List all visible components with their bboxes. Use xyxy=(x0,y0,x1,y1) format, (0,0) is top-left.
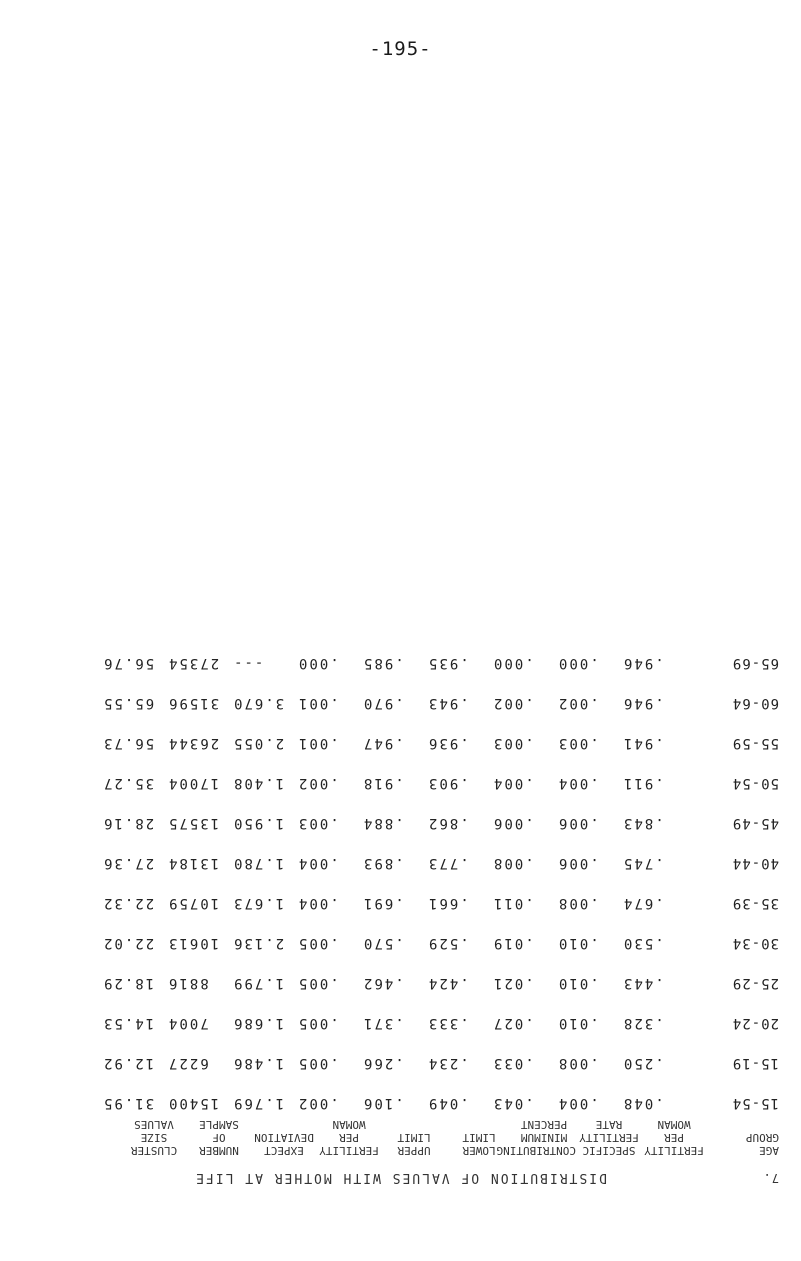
table-cell: .947 xyxy=(362,735,404,751)
row-label: 20-24 xyxy=(731,1015,779,1031)
table-cell: .985 xyxy=(362,655,404,671)
table-cell: .008 xyxy=(557,895,599,911)
table-cell: .443 xyxy=(622,975,664,991)
table-cell: 1.486 xyxy=(232,1055,285,1071)
table-cell: .002 xyxy=(492,695,534,711)
column-header xyxy=(496,1118,576,1157)
table-cell: .773 xyxy=(427,855,469,871)
table-cell: 7004 xyxy=(167,1015,209,1031)
table-cell: .266 xyxy=(362,1055,404,1071)
column-header xyxy=(382,1131,446,1157)
table-cell: .661 xyxy=(427,895,469,911)
table-cell: 3.670 xyxy=(232,695,285,711)
table-number: 7. xyxy=(762,1171,779,1185)
table-cell: 2.136 xyxy=(232,935,285,951)
table-cell: .424 xyxy=(427,975,469,991)
table-cell: .000 xyxy=(297,655,339,671)
table-cell: .005 xyxy=(297,1055,339,1071)
table-cell: .006 xyxy=(557,855,599,871)
row-label: 45-49 xyxy=(731,815,779,831)
table-cell: .011 xyxy=(492,895,534,911)
table-cell: .043 xyxy=(492,1095,534,1111)
table-cell: .918 xyxy=(362,775,404,791)
table-cell: .004 xyxy=(492,775,534,791)
table-cell: .004 xyxy=(557,1095,599,1111)
column-header-line: SPECIFIC xyxy=(582,1144,636,1157)
table-cell: 10759 xyxy=(167,895,220,911)
table-cell: 56.76 xyxy=(102,655,155,671)
column-header-line: NUMBER xyxy=(199,1144,239,1157)
table-cell: .004 xyxy=(297,855,339,871)
page-number: -195- xyxy=(369,38,432,60)
table-cell: 26344 xyxy=(167,735,220,751)
column-header-line: PER xyxy=(664,1131,684,1144)
table-cell: .008 xyxy=(492,855,534,871)
table-cell: .371 xyxy=(362,1015,404,1031)
column-header xyxy=(447,1131,511,1157)
column-header-line: PER xyxy=(339,1131,359,1144)
row-label: 30-34 xyxy=(731,935,779,951)
table-cell: .529 xyxy=(427,935,469,951)
table-cell: .691 xyxy=(362,895,404,911)
table-cell: .106 xyxy=(362,1095,404,1111)
table-cell: 2.055 xyxy=(232,735,285,751)
column-header-line: CLUSTER xyxy=(130,1144,178,1157)
column-header-line: DEVIATION xyxy=(254,1131,314,1144)
table-cell: 27354 xyxy=(167,655,220,671)
table-cell: 1.673 xyxy=(232,895,285,911)
column-header xyxy=(642,1118,706,1157)
column-header-line: CONTRIBUTING xyxy=(496,1144,576,1157)
table-cell: .003 xyxy=(557,735,599,751)
row-header xyxy=(707,1131,779,1157)
table-cell: --- xyxy=(232,655,264,671)
table-cell: .001 xyxy=(297,735,339,751)
row-label: 50-54 xyxy=(731,775,779,791)
table-cell: 8816 xyxy=(167,975,209,991)
column-header-line: WOMAN xyxy=(657,1118,691,1131)
table-cell: .006 xyxy=(492,815,534,831)
table-cell: .000 xyxy=(492,655,534,671)
table-cell: .946 xyxy=(622,695,664,711)
table-cell: .002 xyxy=(297,775,339,791)
row-label: 60-64 xyxy=(731,695,779,711)
table-cell: .674 xyxy=(622,895,664,911)
table-cell: .946 xyxy=(622,655,664,671)
table-cell: .005 xyxy=(297,935,339,951)
column-header-line: FERTILITY xyxy=(644,1144,704,1157)
table-cell: .462 xyxy=(362,975,404,991)
column-header-line: SAMPLE xyxy=(199,1118,239,1131)
column-header-line: RATE xyxy=(595,1118,623,1131)
table-cell: .843 xyxy=(622,815,664,831)
table-cell: .911 xyxy=(622,775,664,791)
column-header-line: MINIMUM xyxy=(520,1131,568,1144)
column-header xyxy=(122,1118,186,1157)
table-title: DISTRIBUTION OF VALUES WITH MOTHER AT LIFE xyxy=(194,1170,607,1185)
table-cell: 22.02 xyxy=(102,935,155,951)
table-cell: .003 xyxy=(297,815,339,831)
column-header-line: LOWER xyxy=(462,1144,496,1157)
column-header xyxy=(252,1131,316,1157)
column-header-line: VALUES xyxy=(134,1118,174,1131)
table-cell: 27.36 xyxy=(102,855,155,871)
column-header-line: PERCENT xyxy=(520,1118,568,1131)
table-cell: .005 xyxy=(297,975,339,991)
table-cell: .234 xyxy=(427,1055,469,1071)
row-label: 15-54 xyxy=(731,1095,779,1111)
table-cell: .884 xyxy=(362,815,404,831)
column-header xyxy=(317,1118,381,1157)
table-cell: .893 xyxy=(362,855,404,871)
table-cell: 1.799 xyxy=(232,975,285,991)
row-label: 65-69 xyxy=(731,655,779,671)
table-cell: 13184 xyxy=(167,855,220,871)
table-cell: .008 xyxy=(557,1055,599,1071)
table-cell: 17004 xyxy=(167,775,220,791)
column-header-line: EXPECT xyxy=(264,1144,304,1157)
table-cell: .027 xyxy=(492,1015,534,1031)
table-cell: .010 xyxy=(557,935,599,951)
table-cell: 6227 xyxy=(167,1055,209,1071)
table-cell: 31596 xyxy=(167,695,220,711)
table-cell: .530 xyxy=(622,935,664,951)
table-cell: 13575 xyxy=(167,815,220,831)
row-label: 55-59 xyxy=(731,735,779,751)
table-cell: 1.408 xyxy=(232,775,285,791)
column-header-line: FERTILITY xyxy=(579,1131,639,1144)
column-header-line: LIMIT xyxy=(397,1131,431,1144)
table-cell: .328 xyxy=(622,1015,664,1031)
table-cell: 15400 xyxy=(167,1095,220,1111)
table-cell: .943 xyxy=(427,695,469,711)
table-cell: .001 xyxy=(297,695,339,711)
table-cell: .862 xyxy=(427,815,469,831)
table-cell: .004 xyxy=(297,895,339,911)
table-cell: 56.73 xyxy=(102,735,155,751)
table-cell: .021 xyxy=(492,975,534,991)
table-cell: 22.32 xyxy=(102,895,155,911)
table-cell: 35.27 xyxy=(102,775,155,791)
row-header-line: AGE xyxy=(759,1144,779,1157)
row-label: 15-19 xyxy=(731,1055,779,1071)
table-cell: 1.686 xyxy=(232,1015,285,1031)
table-cell: 28.16 xyxy=(102,815,155,831)
table-cell: .004 xyxy=(557,775,599,791)
column-header-line: FERTILITY xyxy=(319,1144,379,1157)
column-header xyxy=(187,1118,251,1157)
table-cell: .935 xyxy=(427,655,469,671)
table-cell: .333 xyxy=(427,1015,469,1031)
table-cell: .941 xyxy=(622,735,664,751)
column-header-line: OF xyxy=(212,1131,226,1144)
row-label: 25-29 xyxy=(731,975,779,991)
table-cell: .033 xyxy=(492,1055,534,1071)
table-cell: .048 xyxy=(622,1095,664,1111)
table-cell: .936 xyxy=(427,735,469,751)
table-cell: .903 xyxy=(427,775,469,791)
table-cell: .010 xyxy=(557,975,599,991)
table-cell: .000 xyxy=(557,655,599,671)
table-cell: .010 xyxy=(557,1015,599,1031)
table-cell: .002 xyxy=(557,695,599,711)
table-cell: .745 xyxy=(622,855,664,871)
column-header-line: SIZE xyxy=(140,1131,168,1144)
row-header-line: GROUP xyxy=(745,1131,779,1144)
table-cell: 12.92 xyxy=(102,1055,155,1071)
column-header xyxy=(577,1118,641,1157)
table-cell: 1.769 xyxy=(232,1095,285,1111)
row-label: 40-44 xyxy=(731,855,779,871)
column-header-line: LIMIT xyxy=(462,1131,496,1144)
column-header-line: UPPER xyxy=(397,1144,431,1157)
table-cell: .570 xyxy=(362,935,404,951)
table-cell: .005 xyxy=(297,1015,339,1031)
table-cell: .006 xyxy=(557,815,599,831)
column-header-line: WOMAN xyxy=(332,1118,366,1131)
table-cell: .049 xyxy=(427,1095,469,1111)
table-cell: 1.780 xyxy=(232,855,285,871)
table-cell: .019 xyxy=(492,935,534,951)
table-cell: .970 xyxy=(362,695,404,711)
table-cell: .003 xyxy=(492,735,534,751)
table-cell: 1.950 xyxy=(232,815,285,831)
table-cell: 10613 xyxy=(167,935,220,951)
table-cell: 65.55 xyxy=(102,695,155,711)
table-cell: 31.95 xyxy=(102,1095,155,1111)
table-cell: 18.29 xyxy=(102,975,155,991)
table-cell: .250 xyxy=(622,1055,664,1071)
table-cell: .002 xyxy=(297,1095,339,1111)
row-label: 35-39 xyxy=(731,895,779,911)
table-cell: 14.53 xyxy=(102,1015,155,1031)
